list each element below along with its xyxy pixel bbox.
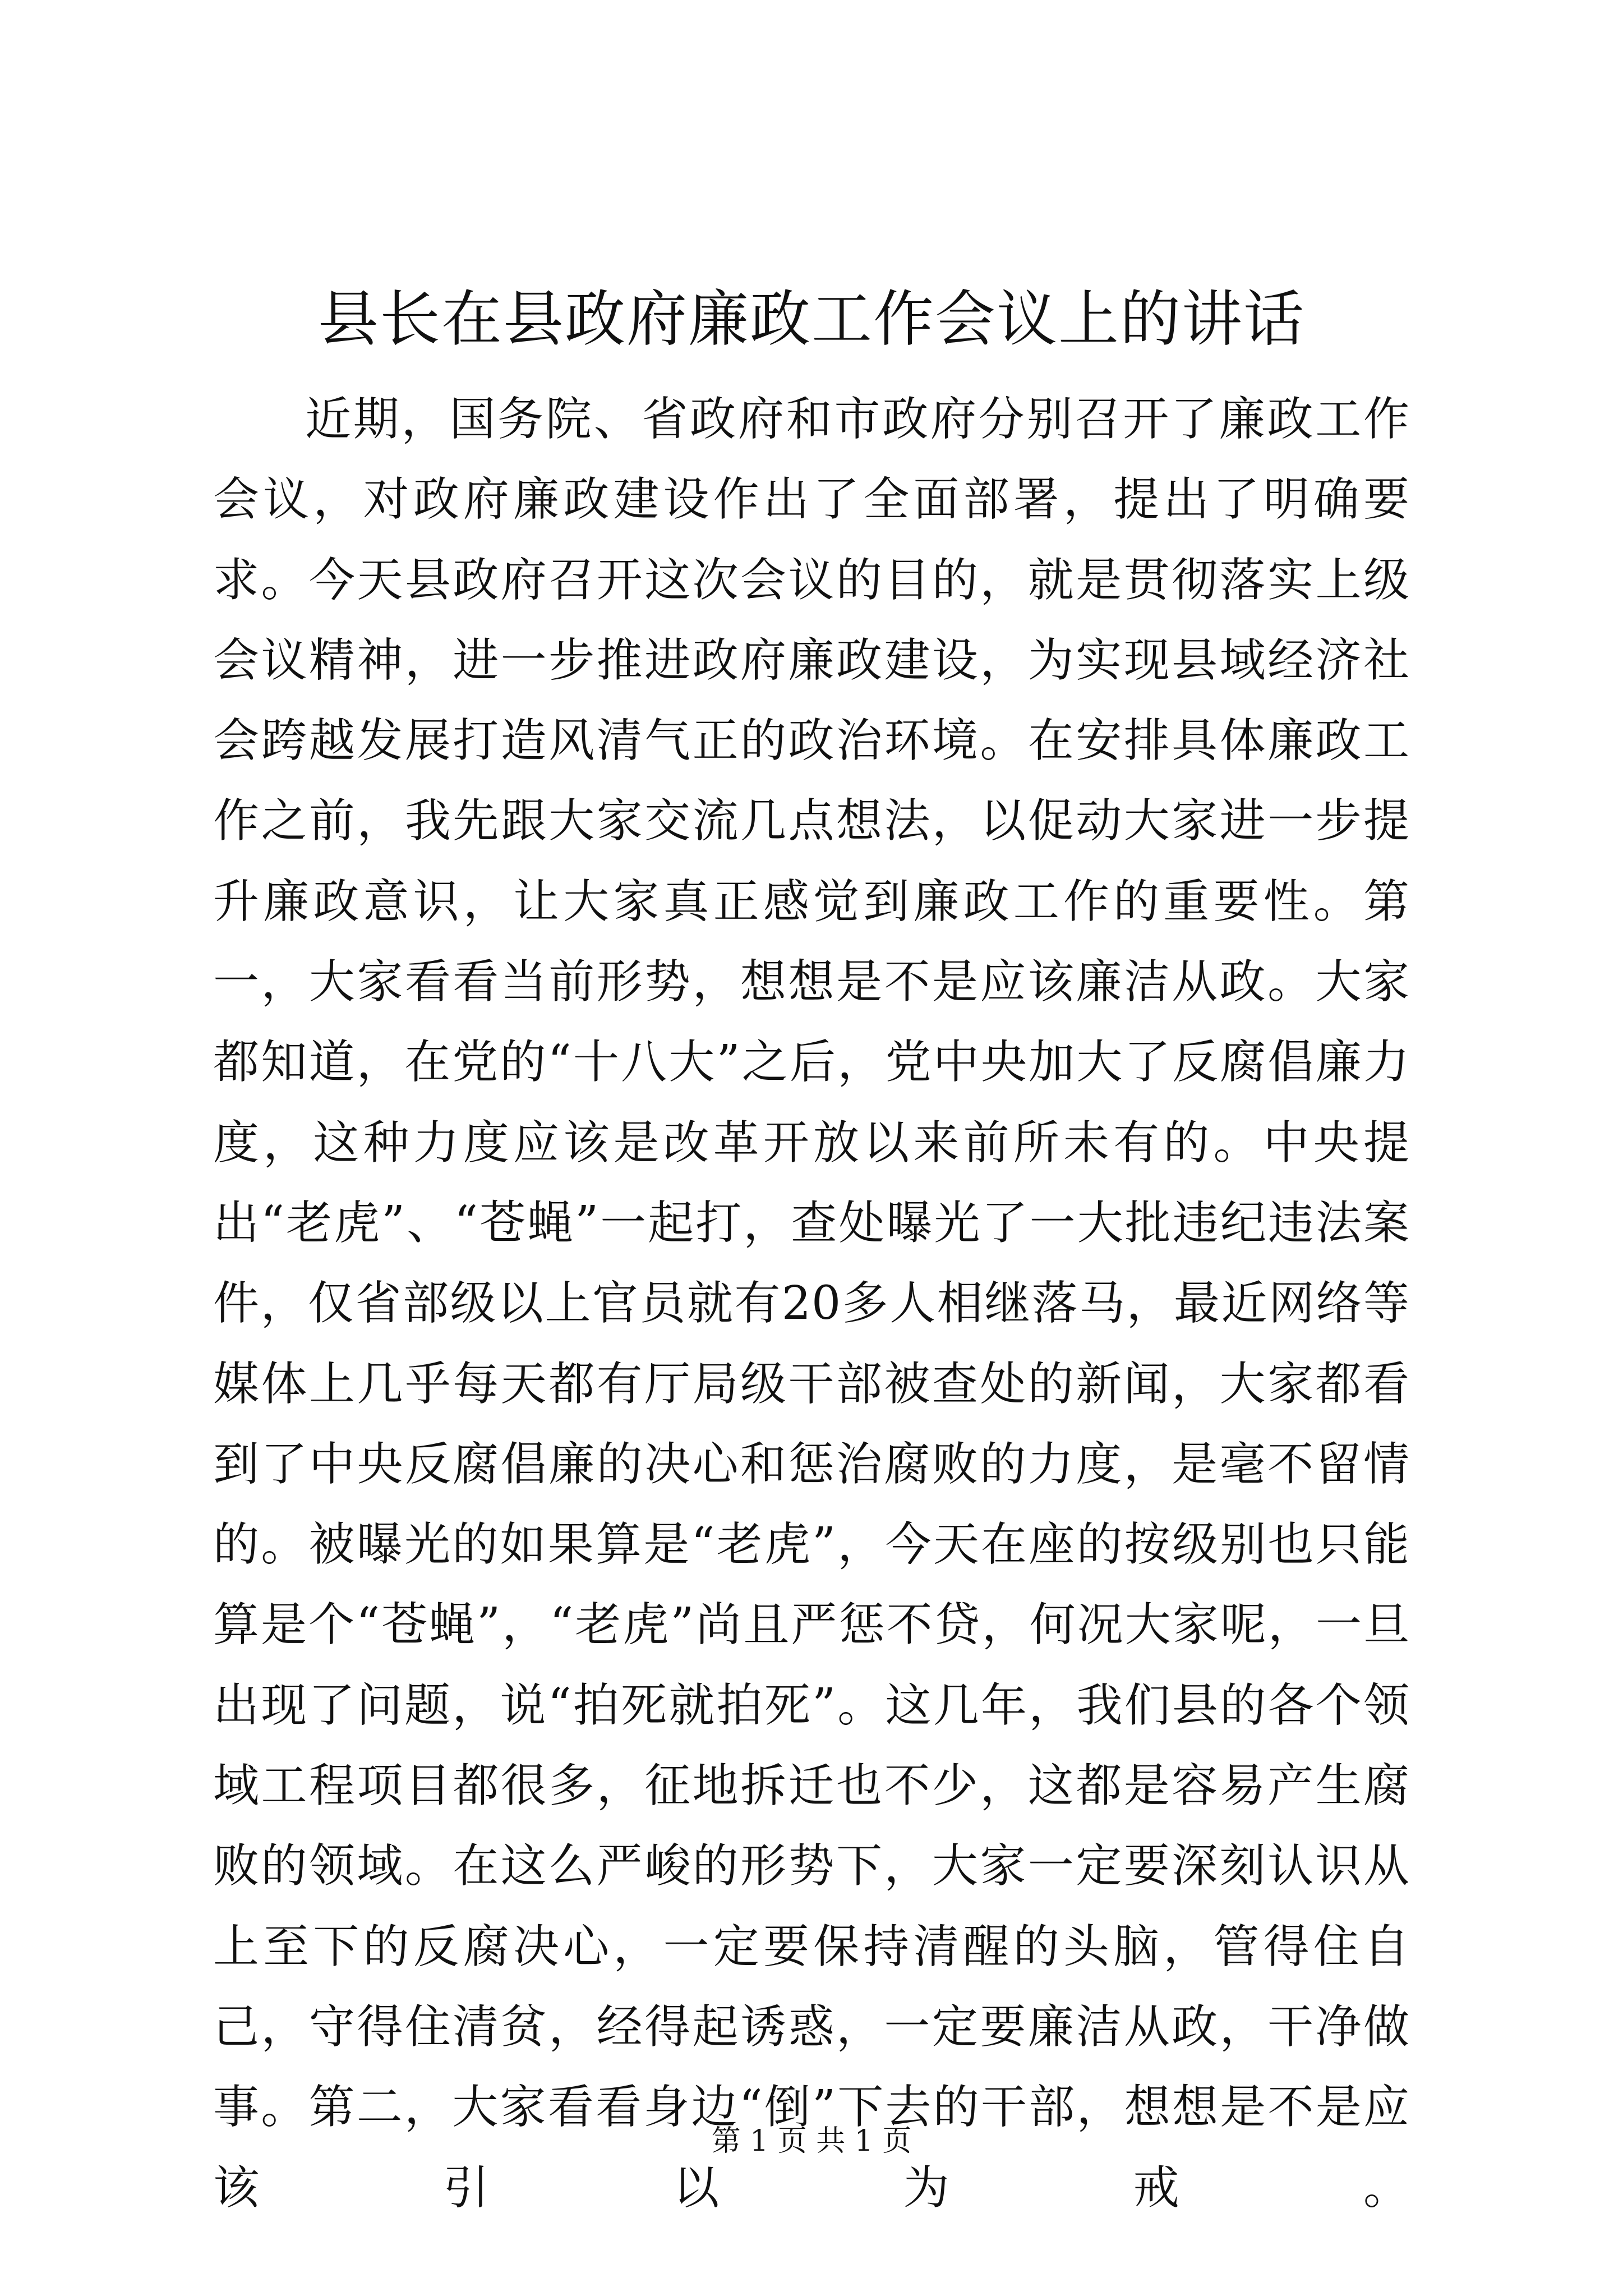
body-paragraph: 近期，国务院、省政府和市政府分别召开了廉政工作会议，对政府廉政建设作出了全面部署，提出了明确要求。今天县政府召开这次会议的目的，就是贯彻落实上级会议精神，进一步推进政府廉政建设，为实现县域经济社会跨越发展打造风清气正的政治环境。在安排具体廉政工作之前，我先跟大家交流几点想法，以促动大家进一步提升廉政意识，让大家真正感觉到廉政工作的重要性。第一，大家看看当前形势，想想是不是应该廉洁从政。大家都知道，在党的“十八大”之后，党中央加大了反腐倡廉力度，这种力度应该是改革开放以来前所未有的。中央提出“老虎”、“苍蝇”一起打，查处曝光了一大批违纪违法案件，仅省部级以上官员就有20多人相继落马，最近网络等媒体上几乎每天都有厅局级干部被查处的新闻，大家都看到了中央反腐倡廉的决心和惩治腐败的力度，是毫不留情的。被曝光的如果算是“老虎”，今天在座的按级别也只能算是个“苍蝇”，“老虎”尚且严惩不贷，何况大家呢，一旦出现了问题，说“拍死就拍死”。这几年，我们县的各个领域工程项目都很多，征地拆迁也不少，这都是容易产生腐败的领域。在这么严峻的形势下，大家一定要深刻认识从上至下的反腐决心，一定要保持清醒的头脑，管得住自己，守得住清贫，经得起诱惑，一定要廉洁从政，干净做事。第二，大家看看身边“倒”下去的干部，想想是不是应该引以为戒。 xyxy=(213,393,1410,2215)
document-title: 县长在县政府廉政工作会议上的讲话 xyxy=(317,284,1305,355)
page-footer: 第 1 页 共 1 页 xyxy=(711,2124,912,2158)
